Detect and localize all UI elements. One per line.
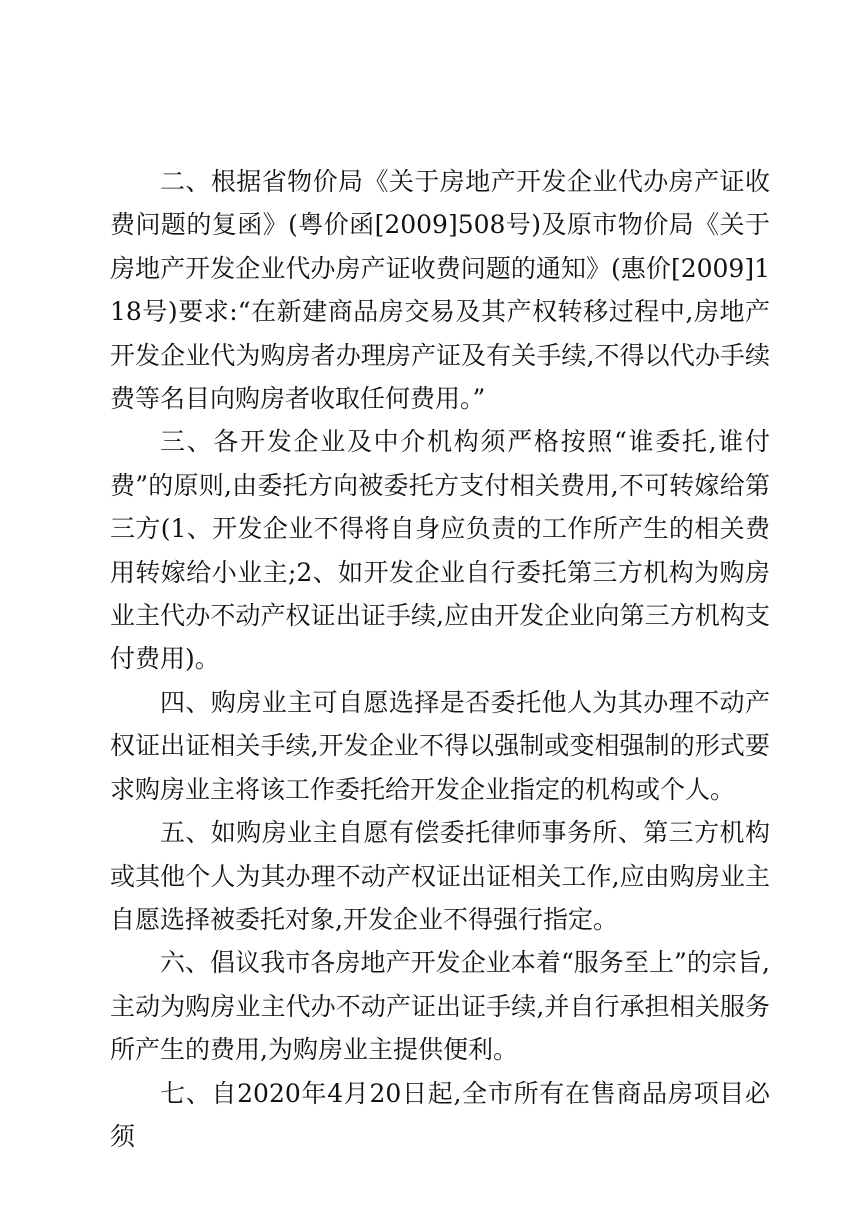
paragraph-item-2: 二、根据省物价局《关于房地产开发企业代办房产证收费问题的复函》(粤价函[2009]508号)及原市物价局《关于房地产开发企业代办房产证收费问题的通知》(惠价[2009]118号)要求:“在新建商品房交易及其产权转移过程中,房地产开发企业代为购房者办理房产证及有关手续,不得以代办手续费等名目向购房者收取任何费用。” — [110, 167, 770, 414]
paragraph-item-7: 七、自2020年4月20日起,全市所有在售商品房项目必须 — [110, 1078, 770, 1151]
paragraph-item-3: 三、各开发企业及中介机构须严格按照“谁委托,谁付费”的原则,由委托方向被委托方支付相关费用,不可转嫁给第三方(1、开发企业不得将自身应负责的工作所产生的相关费用转嫁给小业主;2、如开发企业自行委托第三方机构为购房业主代办不动产权证出证手续,应由开发企业向第三方机构支付费用)。 — [110, 427, 770, 674]
paragraph-item-6: 六、倡议我市各房地产开发企业本着“服务至上”的宗旨,主动为购房业主代办不动产证出证手续,并自行承担相关服务所产生的费用,为购房业主提供便利。 — [110, 948, 770, 1065]
document-body — [110, 160, 770, 1158]
paragraph-item-5: 五、如购房业主自愿有偿委托律师事务所、第三方机构或其他个人为其办理不动产权证出证相关工作,应由购房业主自愿选择被委托对象,开发企业不得强行指定。 — [110, 818, 770, 934]
paragraph-item-4: 四、购房业主可自愿选择是否委托他人为其办理不动产权证出证相关手续,开发企业不得以强制或变相强制的形式要求购房业主将该工作委托给开发企业指定的机构或个人。 — [110, 687, 770, 804]
